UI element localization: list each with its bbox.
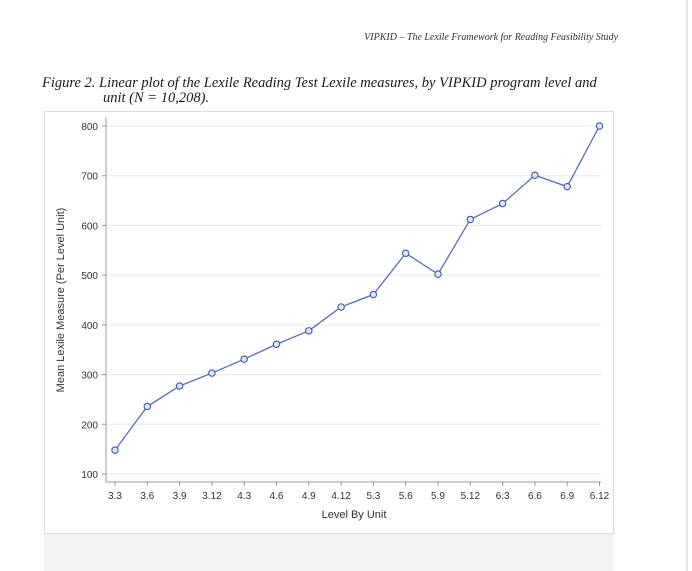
- data-point: [564, 183, 570, 189]
- y-tick-label: 700: [81, 171, 98, 183]
- data-point: [499, 200, 505, 206]
- data-point: [306, 328, 312, 334]
- x-tick-label: 4.6: [269, 491, 284, 502]
- x-tick-label: 5.12: [460, 491, 481, 502]
- y-tick-label: 400: [81, 320, 98, 332]
- x-tick-label: 3.12: [202, 491, 222, 502]
- y-ticks: [81, 122, 106, 481]
- running-head: VIPKID – The Lexile Framework for Reading Feasibility Study: [364, 32, 618, 43]
- x-tick-label: 4.9: [301, 491, 316, 502]
- data-point: [209, 370, 215, 376]
- x-tick-label: 6.9: [560, 491, 575, 502]
- y-tick-label: 600: [81, 221, 98, 233]
- x-tick-label: 3.9: [172, 491, 187, 502]
- y-tick-label: 300: [81, 370, 98, 382]
- series-line-path: [115, 126, 600, 450]
- axes: [106, 117, 601, 482]
- data-point: [435, 271, 441, 277]
- data-point: [532, 172, 538, 178]
- x-axis-title: Level By Unit: [321, 509, 387, 521]
- y-tick-label: 100: [81, 470, 98, 481]
- x-tick-label: 6.12: [589, 491, 610, 502]
- y-tick-label: 200: [81, 420, 98, 432]
- data-point: [176, 383, 182, 389]
- x-tick-label: 4.12: [331, 491, 351, 502]
- x-tick-label: 6.3: [495, 491, 510, 502]
- y-axis-title: Mean Lexile Measure (Per Level Unit): [55, 207, 67, 393]
- data-point: [403, 250, 409, 256]
- data-point: [241, 356, 247, 362]
- series-markers: [112, 123, 603, 454]
- figure-caption-line-1: Figure 2. Linear plot of the Lexile Reading Test Lexile measures, by VIPKID program level and: [42, 75, 597, 91]
- data-point: [338, 304, 344, 310]
- y-tick-label: 500: [81, 271, 98, 283]
- x-tick-label: 5.6: [398, 491, 413, 502]
- y-tick-label: 800: [81, 122, 98, 133]
- data-point: [370, 291, 376, 297]
- x-tick-label: 5.9: [431, 491, 445, 502]
- grid-lines: [106, 126, 601, 474]
- data-point: [273, 341, 279, 347]
- figure-caption-line-2: unit (N = 10,208).: [103, 90, 210, 106]
- x-ticks: [108, 482, 610, 502]
- data-point: [467, 216, 473, 222]
- series-line: [115, 126, 600, 450]
- x-tick-label: 3.6: [140, 491, 155, 502]
- x-tick-label: 4.3: [237, 491, 252, 502]
- data-point: [112, 447, 118, 453]
- x-tick-label: 6.6: [527, 491, 542, 502]
- x-tick-label: 3.3: [108, 491, 122, 502]
- data-point: [596, 123, 602, 129]
- data-point: [144, 403, 150, 409]
- x-tick-label: 5.3: [366, 491, 381, 502]
